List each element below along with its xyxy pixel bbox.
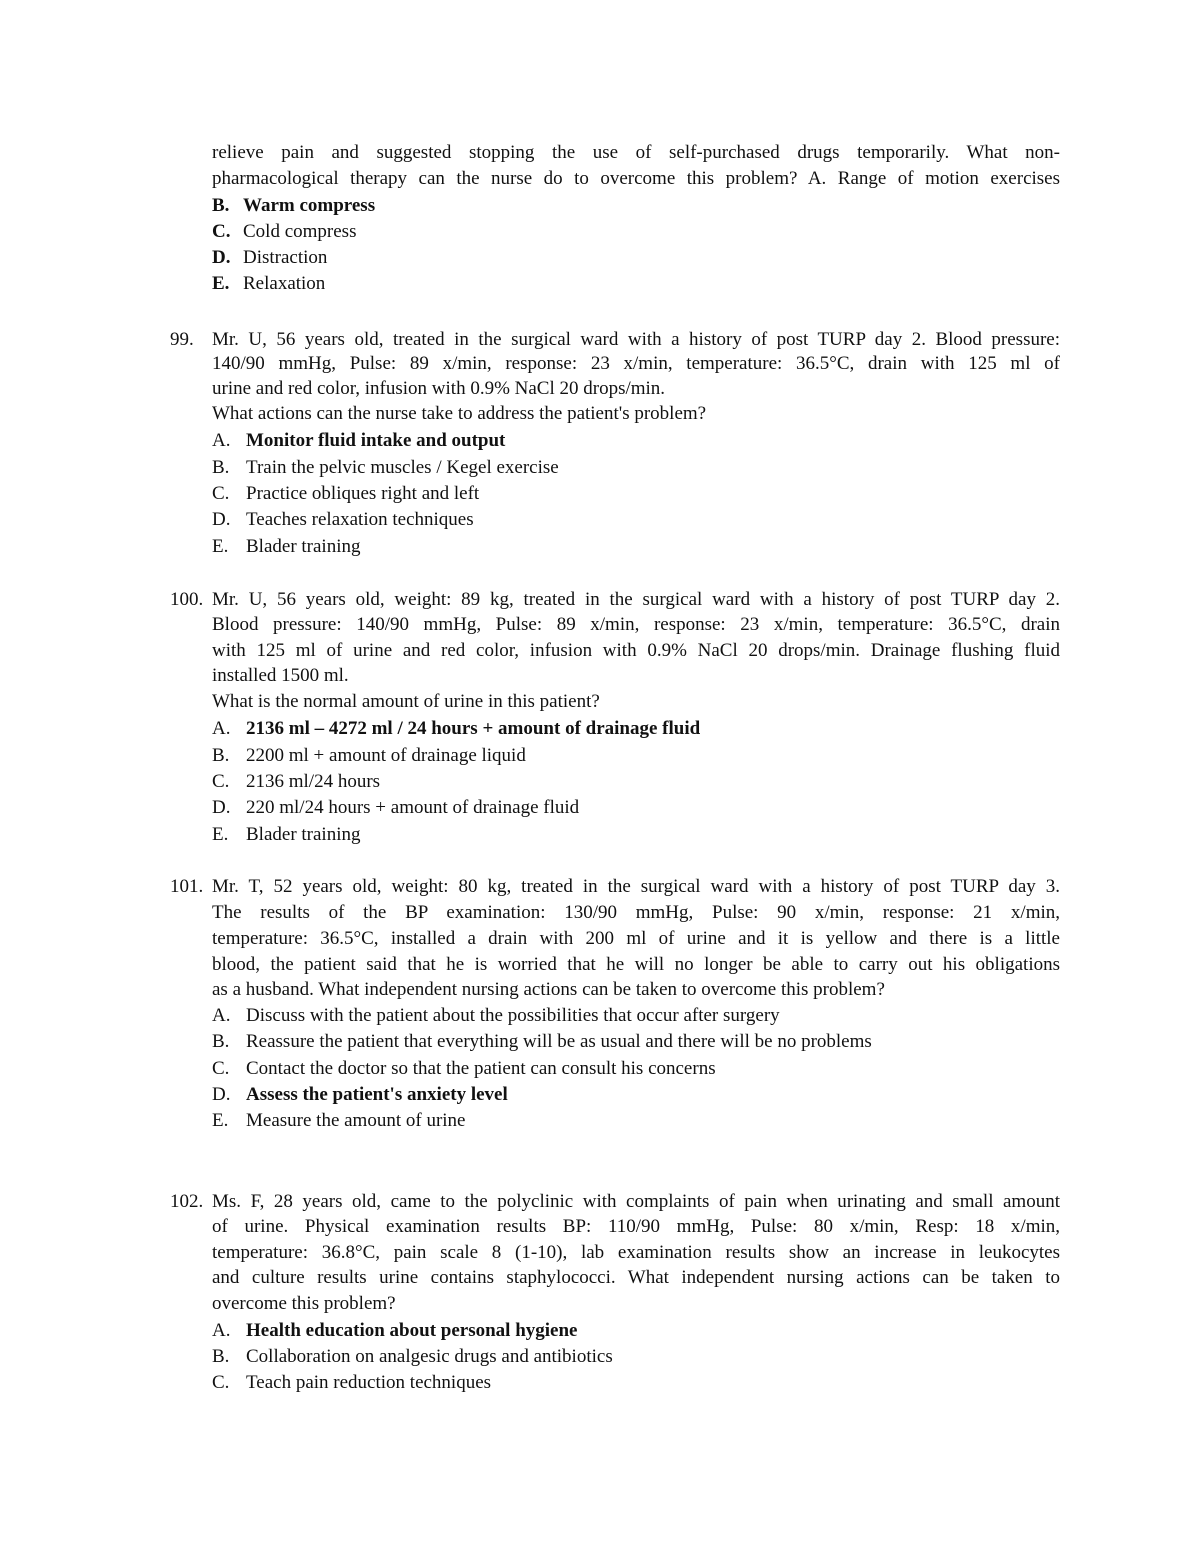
q100-line-3: with 125 ml of urine and red color, infusion with 0.9% NaCl 20 drops/min. Drainage flushing fluid [212,640,1060,661]
q102-line-1: Ms. F, 28 years old, came to the polyclinic with complaints of pain when urinating and small amount [212,1191,1060,1212]
q98-option-e-text: Relaxation [243,273,326,294]
q102-option-a-text: Health education about personal hygiene [246,1320,578,1341]
q99-option-a-letter: A. [212,430,231,451]
q101-option-b [212,1029,872,1055]
q100-option-b [212,743,526,769]
q102-line-5: overcome this problem? [212,1293,396,1314]
q100-line-2: Blood pressure: 140/90 mmHg, Pulse: 89 x/min, response: 23 x/min, temperature: 36.5°C, drain [212,614,1060,635]
q101-line-1: Mr. T, 52 years old, weight: 80 kg, treated in the surgical ward with a history of post TURP day 3. [212,876,1060,897]
q101-option-c [212,1056,716,1082]
q98-option-b-letter: B. [212,195,230,216]
q98-option-c-text: Cold compress [243,221,357,242]
q99-option-b-letter: B. [212,457,230,478]
q99-line-3: urine and red color, infusion with 0.9% NaCl 20 drops/min. [212,378,666,399]
q98-option-e [212,271,325,297]
q99-option-d [212,507,474,533]
q102-line-2: of urine. Physical examination results BP: 110/90 mmHg, Pulse: 80 x/min, Resp: 18 x/min, [212,1216,1060,1237]
q102-line-3: temperature: 36.8°C, pain scale 8 (1-10), lab examination results show an increase in leukocytes [212,1242,1060,1263]
q100-line-1: Mr. U, 56 years old, weight: 89 kg, treated in the surgical ward with a history of post TURP day 2. [212,589,1060,610]
q100-option-d-text: 220 ml/24 hours + amount of drainage fluid [246,797,580,818]
q98-option-c [212,219,356,245]
q100-number: 100. [170,589,204,610]
q101-line-5: as a husband. What independent nursing actions can be taken to overcome this problem? [212,979,885,1000]
q100-option-c-letter: C. [212,771,230,792]
q98-option-b [212,193,375,219]
q101-option-a [212,1003,780,1029]
q100-option-c [212,769,380,795]
q100-option-d [212,795,579,821]
q99-option-a [212,428,505,454]
q101-option-c-text: Contact the doctor so that the patient can consult his concerns [246,1058,716,1079]
q99-line-2: 140/90 mmHg, Pulse: 89 x/min, response: 23 x/min, temperature: 36.5°C, drain with 125 ml of [212,353,1060,374]
q99-option-c-text: Practice obliques right and left [246,483,480,504]
q99-option-d-text: Teaches relaxation techniques [246,509,474,530]
q99-option-e-letter: E. [212,536,229,557]
q102-option-b [212,1344,613,1370]
q101-option-d [212,1082,508,1108]
q100-option-a [212,716,700,742]
q98-line-2: pharmacological therapy can the nurse do to overcome this problem? A. Range of motion exercises [212,168,1060,189]
q100-option-a-letter: A. [212,718,231,739]
q100-option-b-text: 2200 ml + amount of drainage liquid [246,745,526,766]
q100-line-5: What is the normal amount of urine in this patient? [212,691,600,712]
q101-option-c-letter: C. [212,1058,230,1079]
q99-option-c-letter: C. [212,483,230,504]
q102-option-c [212,1370,491,1396]
q101-number: 101. [170,876,204,897]
q101-option-e-text: Measure the amount of urine [246,1110,466,1131]
q100-option-b-letter: B. [212,745,230,766]
q99-number: 99. [170,329,194,350]
q100-option-d-letter: D. [212,797,231,818]
q98-option-d [212,245,327,271]
q98-option-b-text: Warm compress [243,195,376,216]
q102-option-b-text: Collaboration on analgesic drugs and antibiotics [246,1346,613,1367]
q101-option-d-letter: D. [212,1084,231,1105]
q101-line-3: temperature: 36.5°C, installed a drain with 200 ml of urine and it is yellow and there is a little [212,928,1060,949]
q102-line-4: and culture results urine contains staphylococci. What independent nursing actions can be taken to [212,1267,1060,1288]
q101-line-4: blood, the patient said that he is worried that he will no longer be able to carry out his obligations [212,954,1060,975]
q99-option-e [212,534,361,560]
q102-option-b-letter: B. [212,1346,230,1367]
q99-option-d-letter: D. [212,509,231,530]
q100-option-e-letter: E. [212,824,229,845]
q101-option-e [212,1108,465,1134]
q99-option-a-text: Monitor fluid intake and output [246,430,506,451]
q102-option-c-letter: C. [212,1372,230,1393]
q100-option-e-text: Blader training [246,824,361,845]
q102-option-a-letter: A. [212,1320,231,1341]
q100-option-a-text: 2136 ml – 4272 ml / 24 hours + amount of drainage fluid [246,718,701,739]
q100-option-c-text: 2136 ml/24 hours [246,771,381,792]
q102-number: 102. [170,1191,204,1212]
q98-option-c-letter: C. [212,221,231,242]
q101-option-a-letter: A. [212,1005,231,1026]
q101-option-a-text: Discuss with the patient about the possibilities that occur after surgery [246,1005,780,1026]
q99-option-c [212,481,479,507]
q101-option-b-letter: B. [212,1031,230,1052]
q101-line-2: The results of the BP examination: 130/90 mmHg, Pulse: 90 x/min, response: 21 x/min, [212,902,1060,923]
q98-line-1: relieve pain and suggested stopping the use of self-purchased drugs temporarily. What non- [212,142,1060,163]
q101-option-e-letter: E. [212,1110,229,1131]
q99-line-4: What actions can the nurse take to address the patient's problem? [212,403,707,424]
q101-option-b-text: Reassure the patient that everything will be as usual and there will be no problems [246,1031,872,1052]
q98-option-d-text: Distraction [243,247,328,268]
q99-option-e-text: Blader training [246,536,361,557]
q101-option-d-text: Assess the patient's anxiety level [246,1084,508,1105]
q99-line-1: Mr. U, 56 years old, treated in the surgical ward with a history of post TURP day 2. Blood pressure: [212,329,1060,350]
q98-option-e-letter: E. [212,273,230,294]
q100-line-4: installed 1500 ml. [212,665,349,686]
q98-option-d-letter: D. [212,247,231,268]
q102-option-c-text: Teach pain reduction techniques [246,1372,492,1393]
q99-option-b [212,455,559,481]
q100-option-e [212,822,361,848]
q99-option-b-text: Train the pelvic muscles / Kegel exercise [246,457,559,478]
q102-option-a [212,1318,577,1344]
